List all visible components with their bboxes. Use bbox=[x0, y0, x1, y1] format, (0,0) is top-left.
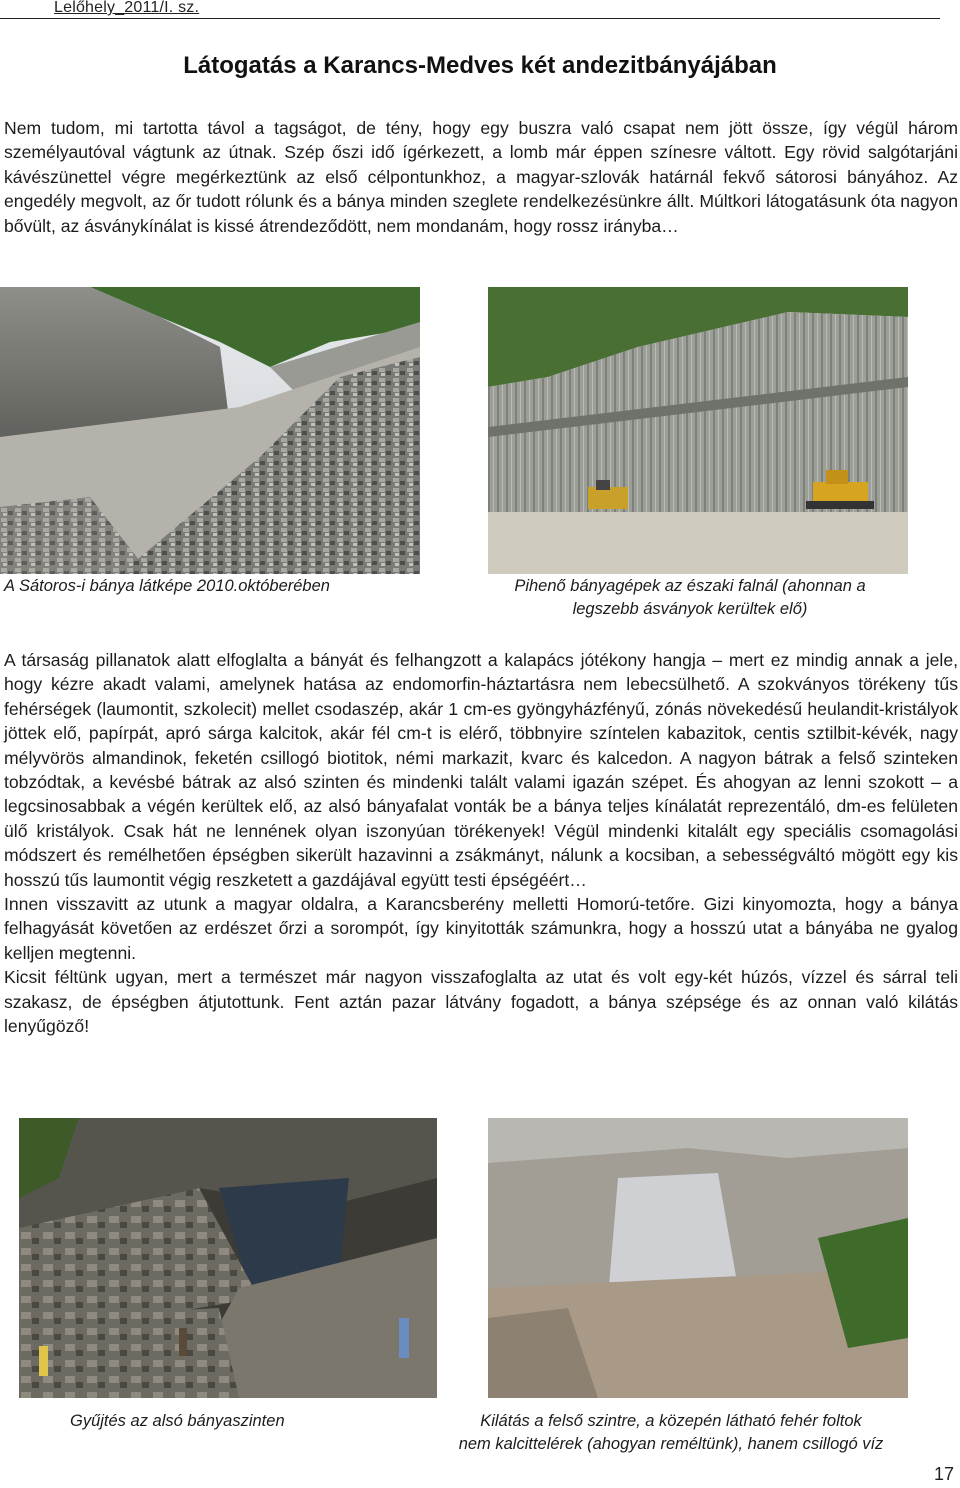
header-text: Lelőhely_2011/I. sz. bbox=[54, 0, 200, 16]
body-paragraph-1 bbox=[4, 648, 958, 1039]
body-text-2: Innen visszavitt az utunk a magyar oldalra, a Karancsberény melletti Homorú-tetőre. Gizi kinyomozta, hogy a bánya felhagyását követően az erdészet őrzi a sorompót, így kinyitották számunkra, hogy a hosszú utat a bányába ne gyalog kelljen megtenni. bbox=[4, 894, 958, 963]
body-text-3: Kicsit féltünk ugyan, mert a természet már nagyon visszafoglalta az utat és volt egy-két húzós, vízzel és sárral teli szakasz, de épségben átjutottunk. Fent aztán pazar látvány fogadott, a bánya szépsége és az onnan való kilátás lenyűgöző! bbox=[4, 967, 958, 1037]
caption-photo4-line1: Kilátás a felső szintre, a közepén látható fehér foltok bbox=[480, 1412, 862, 1430]
caption-photo2-line2: legszebb ásványok kerültek elő) bbox=[572, 600, 808, 618]
caption-photo2-line1: Pihenő bányagépek az északi falnál (ahonnan a bbox=[514, 577, 866, 595]
caption-photo3: Gyűjtés az alsó bányaszinten bbox=[70, 1412, 285, 1430]
photo-satoros-quarry bbox=[0, 287, 420, 574]
photo-lower-level-collecting bbox=[19, 1118, 437, 1398]
photo-upper-level-view bbox=[488, 1118, 908, 1398]
running-header bbox=[0, 0, 940, 19]
intro-paragraph: Nem tudom, mi tartotta távol a tagságot, de tény, hogy egy buszra való csapat nem jött össze, így végül három személyautóval vágtunk az útnak. Szép őszi idő ígérkezett, a lomb már éppen színesre váltott. Egy rövid salgótarjáni kávészünettel végre megérkeztünk az első célpontunkhoz, a magyar-szlovák határnál fekvő sátorosi bányához. Az engedély megvolt, az őr tudott rólunk és a bánya minden szeglete rendelkezésünkre állt. Múltkori látogatásunk óta nagyon bővült, az ásványkínálat is kissé átrendeződött, nem mondanám, hogy rossz irányba… bbox=[4, 118, 958, 236]
caption-photo4-line2: nem kalcittelérek (ahogyan reméltünk), hanem csillogó víz bbox=[458, 1435, 884, 1453]
photo-quarry-machines bbox=[488, 287, 908, 574]
caption-photo2 bbox=[440, 575, 940, 621]
article-title: Látogatás a Karancs-Medves két andezitbányájában bbox=[183, 52, 777, 79]
body-text-1: A társaság pillanatok alatt elfoglalta a bányát és felhangzott a kalapács jótékony hangja – mert ez mindig annak a jele, hogy kézre akadt valami, amelynek hatása az endomorfin-háztartásra nem lebecsülhető. A szokványos törékeny tűs fehérségek (laumontit, szkolecit) mellet csodaszép, akár 1 cm-es gyöngyházfényű, zónás növekedésű heulandit-kristályok jöttek elő, papírpát, apró sárga kalcitok, akár fél cm-t is elérő, többnyire színtelen kabazitok, centis sztilbit-kévék, nagy mélyvörös almandinok, feketén csillogó biotitok, némi markazit, kvarc és kalcedon. A nagyon bátrak a felső szinteken tobzódtak, a kevésbé bátrak az alsó szinten és mindenki talált valami igazán szépet. És ahogyan az lenni szokott – a legcsinosabbak a végén kerültek elő, az alsó bányafalat vonták be a bánya teljes kínálatát reprezentáló, dm-es felületen ülő kristályok. Csak hát ne lennének olyan iszonyúan törékenyek! Végül mindenki kitalált egy speciális csomagolási módszert és remélhetően épségben sikerült hazavinni a zsákmányt, nálunk a kocsiban, a sebességváltó mögött egy kis hosszú tűs laumontit végig reszketett a gazdájával együtt testi épségéért… bbox=[4, 650, 958, 890]
page-number: 17 bbox=[933, 1464, 954, 1484]
caption-photo1: A Sátoros-i bánya látképe 2010.októberében bbox=[4, 577, 330, 595]
caption-photo4 bbox=[406, 1410, 936, 1456]
